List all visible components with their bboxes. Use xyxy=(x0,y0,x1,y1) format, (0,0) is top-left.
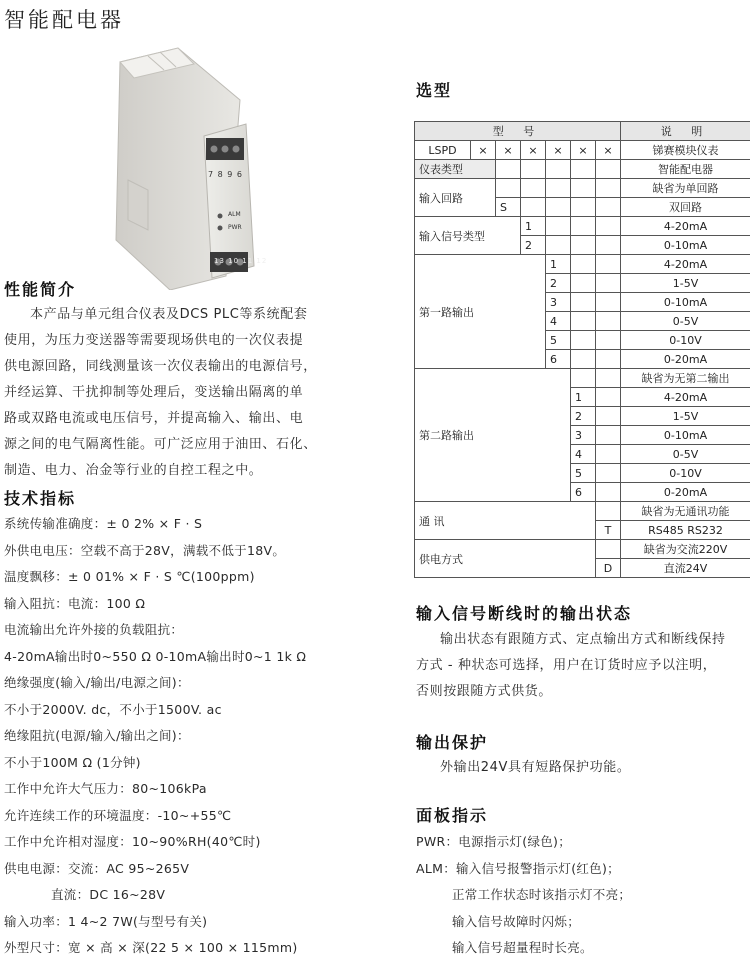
code-cell: 2 xyxy=(571,407,596,426)
panel-list xyxy=(416,829,750,962)
header-model: 型 号 xyxy=(415,122,621,141)
desc-cell: 1-5V xyxy=(621,407,750,426)
model-desc: 锑赛模块仪表 xyxy=(621,141,750,160)
intro-line: 并经运算、干扰抑制等处理后，变送输出隔离的单 xyxy=(4,385,304,400)
intro-line: 使用，为压力变送器等需要现场供电的一次仪表提 xyxy=(4,333,304,348)
selection-heading: 选型 xyxy=(416,81,453,100)
spec-line: 温度飘移：± 0 01% × F · S ℃(100ppm) xyxy=(4,569,255,584)
intro-text xyxy=(4,302,344,484)
instrument-type-label: 仪表类型 xyxy=(415,160,496,179)
intro-line: 制造、电力、冶金等行业的自控工程之中。 xyxy=(4,463,263,478)
code-cell: 2 xyxy=(521,236,546,255)
desc-cell: 缺省为交流220V xyxy=(621,540,750,559)
breakline-line: 否则按跟随方式供货。 xyxy=(416,684,553,699)
specs-heading: 技术指标 xyxy=(4,489,77,508)
desc-cell: 0-20mA xyxy=(621,350,750,369)
intro-line: 供电源回路，同线测量该一次仪表输出的电源信号， xyxy=(4,359,317,374)
code-cell: D xyxy=(596,559,621,578)
spec-line: 允许连续工作的环境温度：-10~+55℃ xyxy=(4,807,232,823)
spec-line: 不小于2000V. dc，不小于1500V. ac xyxy=(4,701,222,717)
pwr-led-label: PWR xyxy=(228,224,242,231)
x-mark: × xyxy=(496,141,521,160)
protection-heading: 输出保护 xyxy=(416,733,489,752)
input-loop-label: 输入回路 xyxy=(415,179,496,217)
intro-line: 源之间的电气隔离性能。可广泛应用于油田、石化、 xyxy=(4,437,317,452)
code-cell: 6 xyxy=(571,483,596,502)
desc-cell: 0-5V xyxy=(621,312,750,331)
breakline-line: 方式 - 种状态可选择，用户在订货时应予以注明， xyxy=(416,658,717,673)
code-cell: 1 xyxy=(521,217,546,236)
spec-line: 外供电电压：空载不高于28V，满载不低于18V。 xyxy=(4,542,286,558)
desc-cell: 0-10V xyxy=(621,464,750,483)
panel-line: PWR：电源指示灯(绿色)； xyxy=(416,834,572,849)
x-mark: × xyxy=(471,141,496,160)
spec-line: 直流：DC 16~28V xyxy=(4,887,166,902)
page-title: 智能配电器 xyxy=(4,8,124,32)
code-cell: 5 xyxy=(571,464,596,483)
code-cell: 1 xyxy=(571,388,596,407)
intro-line: 路或双路电流或电压信号，并提高输入、输出、电 xyxy=(4,411,304,426)
top-terminal-numbers: 7 8 9 6 xyxy=(208,170,243,179)
desc-cell: 4-20mA xyxy=(621,217,750,236)
breakline-line: 输出状态有跟随方式、定点输出方式和断线保持 xyxy=(440,632,726,647)
intro-heading: 性能简介 xyxy=(4,280,77,299)
first-output-label: 第一路输出 xyxy=(415,255,546,369)
code-cell: 4 xyxy=(571,445,596,464)
header-desc: 说 明 xyxy=(621,122,750,141)
x-mark: × xyxy=(596,141,621,160)
panel-line: 输入信号故障时闪烁； xyxy=(452,913,581,929)
x-mark: × xyxy=(571,141,596,160)
input-loop-desc: 双回路 xyxy=(621,198,750,217)
desc-cell: 0-10mA xyxy=(621,236,750,255)
desc-cell: 1-5V xyxy=(621,274,750,293)
spec-line: 4-20mA输出时0~550 Ω 0-10mA输出时0~1 1k Ω xyxy=(4,648,307,664)
input-signal-label: 输入信号类型 xyxy=(415,217,521,255)
spec-line: 工作中允许大气压力：80~106kPa xyxy=(4,781,207,796)
code-cell: 6 xyxy=(546,350,571,369)
alm-led-label: ALM xyxy=(228,211,241,218)
spec-line: 输入功率：1 4~2 7W(与型号有关) xyxy=(4,913,208,929)
x-mark: × xyxy=(546,141,571,160)
desc-cell: RS485 RS232 xyxy=(621,521,750,540)
protection-line: 外输出24V具有短路保护功能。 xyxy=(440,760,631,775)
code-cell: T xyxy=(596,521,621,540)
code-cell: 4 xyxy=(546,312,571,331)
desc-cell: 4-20mA xyxy=(621,388,750,407)
desc-cell: 0-5V xyxy=(621,445,750,464)
desc-cell: 直流24V xyxy=(621,559,750,578)
panel-heading: 面板指示 xyxy=(416,806,489,825)
spec-line: 电流输出允许外接的负载阻抗： xyxy=(4,622,184,637)
desc-cell: 0-10mA xyxy=(621,426,750,445)
comm-label: 通 讯 xyxy=(415,502,596,540)
second-output-label: 第二路输出 xyxy=(415,369,571,502)
panel-line: 输入信号超量程时长亮。 xyxy=(452,940,593,955)
input-loop-code: S xyxy=(496,198,521,217)
spec-line: 绝缘强度(输入/输出/电源之间)： xyxy=(4,675,190,690)
selection-table xyxy=(414,121,750,578)
spec-line: 绝缘阻抗(电源/输入/输出之间)： xyxy=(4,728,190,743)
power-label: 供电方式 xyxy=(415,540,596,578)
code-cell: 2 xyxy=(546,274,571,293)
code-cell: 1 xyxy=(546,255,571,274)
x-mark: × xyxy=(521,141,546,160)
input-loop-default: 缺省为单回路 xyxy=(621,179,750,198)
spec-line: 工作中允许相对湿度：10~90%RH(40℃时) xyxy=(4,834,261,849)
intro-line: 本产品与单元组合仪表及DCS PLC等系统配套 xyxy=(30,307,308,322)
desc-cell: 4-20mA xyxy=(621,255,750,274)
panel-line: ALM：输入信号报警指示灯(红色)； xyxy=(416,860,620,876)
code-cell: 3 xyxy=(571,426,596,445)
bottom-terminal-numbers: 13 10 11 12 xyxy=(214,257,268,265)
spec-line: 不小于100M Ω (1分钟) xyxy=(4,754,141,770)
spec-line: 系统传输准确度：± 0 2% × F · S xyxy=(4,516,203,531)
desc-cell: 0-10V xyxy=(621,331,750,350)
code-cell: 3 xyxy=(546,293,571,312)
spec-line: 供电电源：交流：AC 95~265V xyxy=(4,860,190,876)
breakline-text xyxy=(416,627,750,705)
specs-list xyxy=(4,511,349,962)
instrument-type-desc: 智能配电器 xyxy=(621,160,750,179)
code-cell: 5 xyxy=(546,331,571,350)
spec-line: 外型尺寸：宽 × 高 × 深(22 5 × 100 × 115mm) xyxy=(4,940,298,955)
breakline-heading: 输入信号断线时的输出状态 xyxy=(416,604,633,623)
desc-cell: 0-20mA xyxy=(621,483,750,502)
desc-cell: 0-10mA xyxy=(621,293,750,312)
desc-cell: 缺省为无通讯功能 xyxy=(621,502,750,521)
spec-line: 输入阻抗：电流：100 Ω xyxy=(4,595,146,611)
model-code: LSPD xyxy=(415,141,471,160)
panel-line: 正常工作状态时该指示灯不亮； xyxy=(452,887,632,902)
device-image xyxy=(108,40,268,290)
desc-cell: 缺省为无第二输出 xyxy=(621,369,750,388)
